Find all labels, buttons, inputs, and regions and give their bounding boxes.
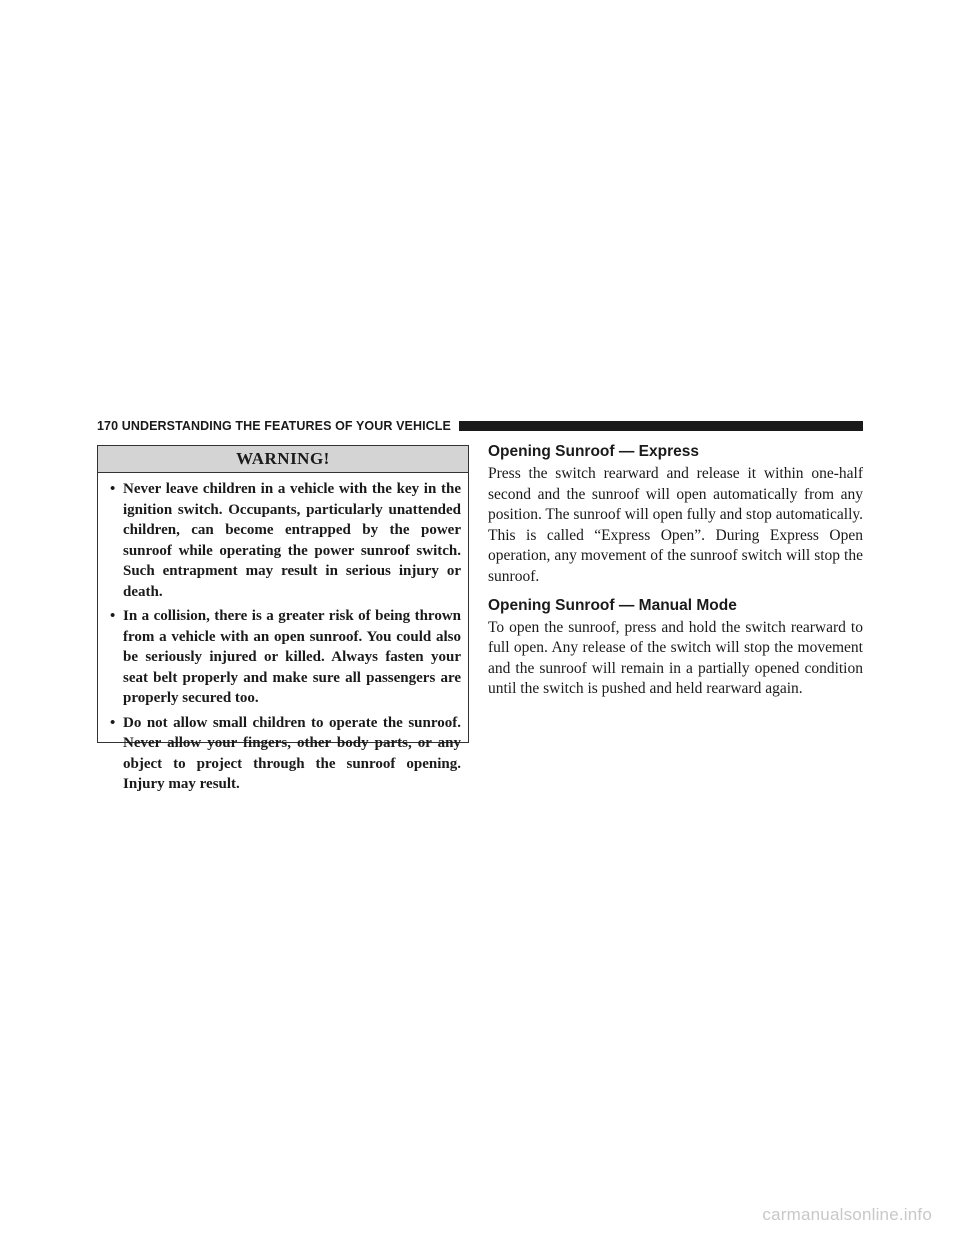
page-header (97, 417, 863, 435)
warning-item (106, 713, 461, 795)
header-rule (459, 421, 863, 431)
warning-item (106, 606, 461, 709)
bullet-icon: • (110, 608, 116, 624)
right-column (488, 442, 863, 700)
section-body-manual: To open the sunroof, press and hold the switch rearward to full open. Any release of the switch will stop the movement and the sunroof will remain in a partially opened condition until the switch is pushed and held rearward again. (488, 618, 863, 698)
bullet-icon: • (110, 714, 116, 731)
warning-item (106, 479, 461, 602)
warning-list (98, 473, 468, 795)
warning-item-text: Do not allow small children to operate the sunroof. Never allow your fingers, other body parts, or any object to project through the sunroof opening. Injury may result. (123, 714, 461, 792)
bullet-icon: • (110, 481, 116, 497)
section-title-manual: Opening Sunroof — Manual Mode (488, 596, 737, 614)
warning-title: WARNING! (98, 446, 468, 473)
watermark: carmanualsonline.info (762, 1205, 932, 1224)
page-header-title: 170 UNDERSTANDING THE FEATURES OF YOUR VEHICLE (97, 419, 451, 433)
section-body-express: Press the switch rearward and release it within one-half second and the sunroof will open automatically from any position. The sunroof will open fully and stop automatically. This is called “Express Open”. During Express Open operation, any movement of the sunroof switch will stop the sunroof. (488, 465, 863, 585)
warning-item-text: Never leave children in a vehicle with the key in the ignition switch. Occupants, particularly unattended children, can become entrapped by the power sunroof while operating the power sunroof switch. Such entrapment may result in serious injury or death. (123, 481, 461, 600)
warning-box (97, 445, 469, 792)
warning-item-text: In a collision, there is a greater risk of being thrown from a vehicle with an open sunroof. You could also be seriously injured or killed. Always fasten your seat belt properly and make sure all passengers are properly secured too. (123, 608, 461, 706)
section-title-express: Opening Sunroof — Express (488, 443, 699, 460)
